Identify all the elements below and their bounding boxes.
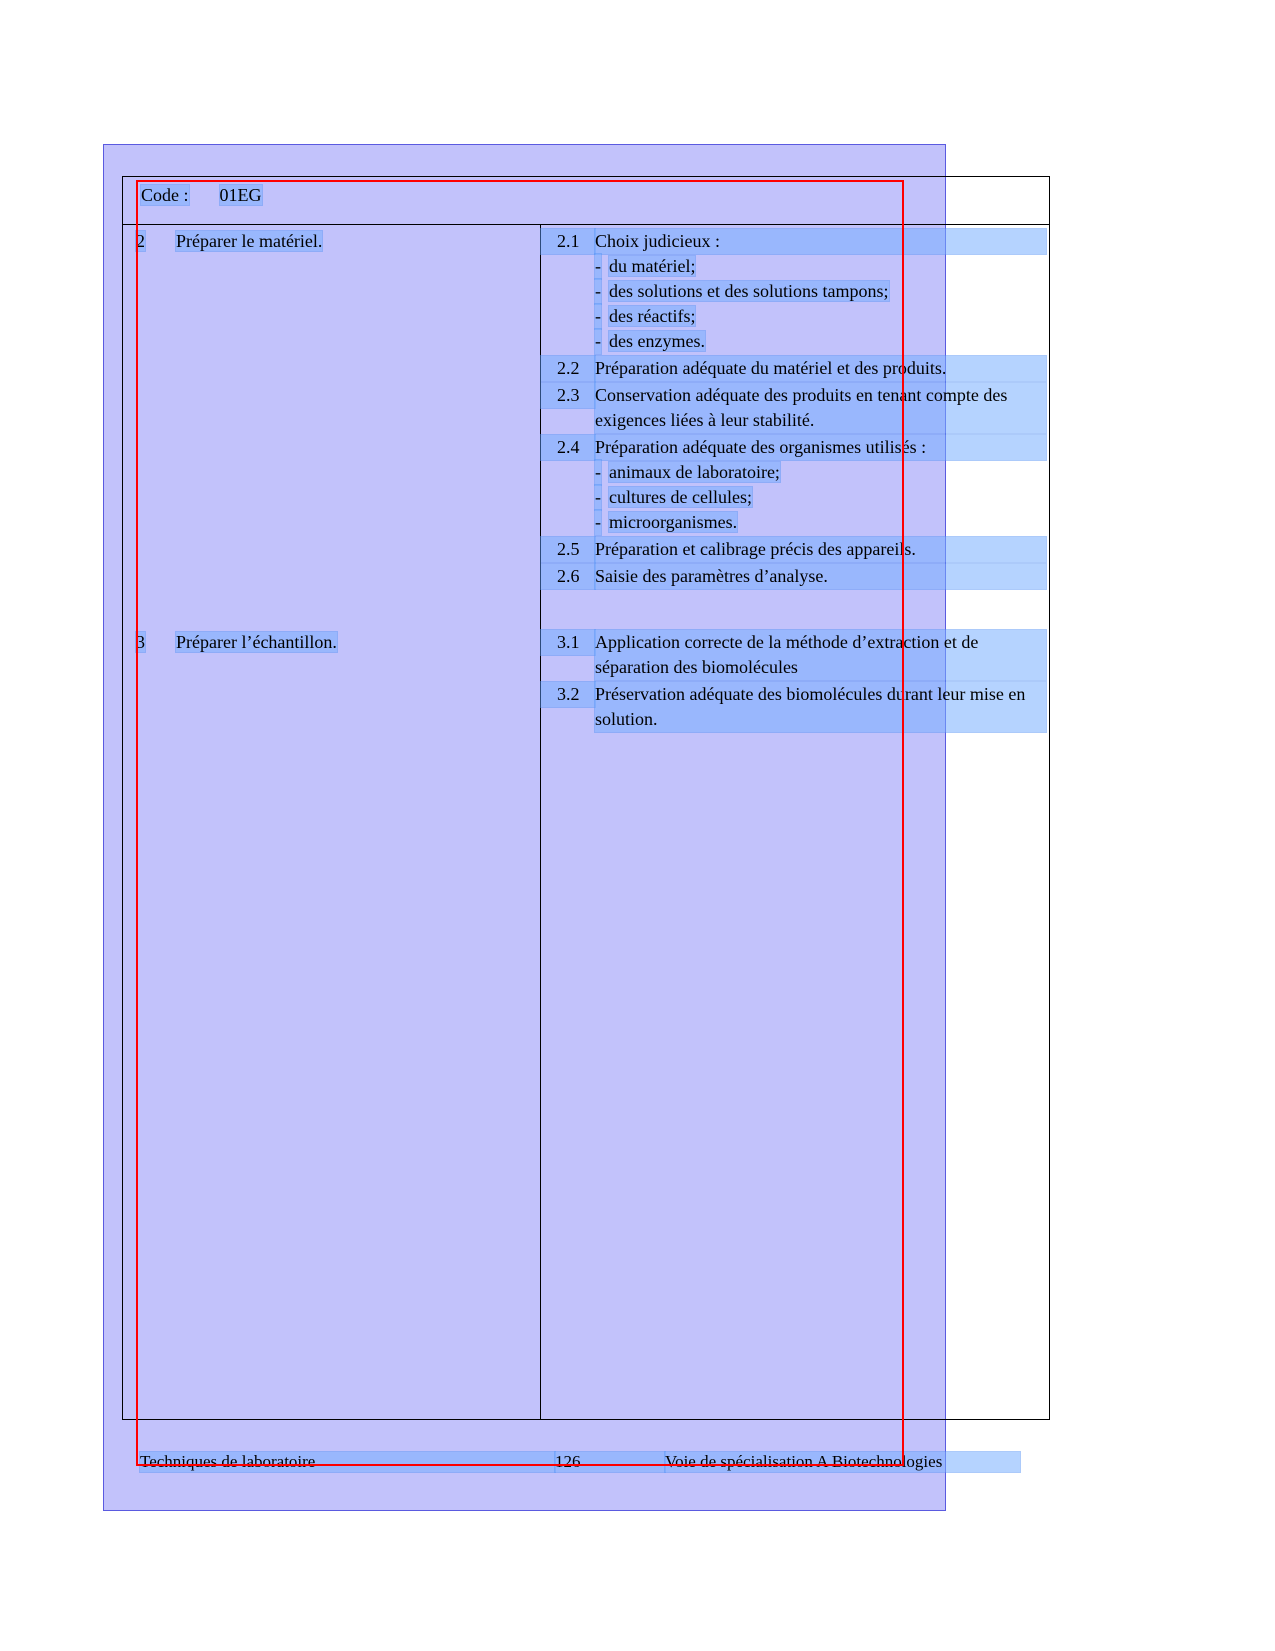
criterion-2-5-text: Préparation et calibrage précis des appareils. <box>595 537 1046 562</box>
task-2 <box>136 229 322 254</box>
criterion-2-2 <box>541 356 1046 381</box>
criterion-2-1 <box>541 229 1046 354</box>
bullet-icon: - <box>595 329 601 354</box>
criterion-2-6-text: Saisie des paramètres d’analyse. <box>595 564 1046 589</box>
code-label: Code : <box>141 185 189 205</box>
task-3-number: 3 <box>136 632 145 652</box>
list-item <box>541 254 1046 279</box>
subitem-text: cultures de cellules; <box>609 487 752 507</box>
criterion-2-4-number: 2.4 <box>541 435 595 460</box>
criterion-2-4 <box>541 435 1046 535</box>
criterion-3-1 <box>541 630 1046 680</box>
bullet-icon: - <box>595 460 601 485</box>
criterion-2-1-number: 2.1 <box>541 229 595 254</box>
subitem-text: des enzymes. <box>609 331 705 351</box>
code-header <box>141 185 262 206</box>
criteria-table <box>122 225 1050 1420</box>
criteria-group-3 <box>541 630 1046 734</box>
criterion-2-3 <box>541 383 1046 433</box>
criterion-3-2 <box>541 682 1046 732</box>
list-item <box>541 485 1046 510</box>
task-3-label: Préparer l’échantillon. <box>176 632 337 652</box>
criterion-2-4-subitems <box>541 460 1046 535</box>
bullet-icon: - <box>595 254 601 279</box>
criteria-group-2 <box>541 229 1046 591</box>
list-item <box>541 510 1046 535</box>
criterion-2-6 <box>541 564 1046 589</box>
subitem-text: du matériel; <box>609 256 696 276</box>
criterion-2-3-text: Conservation adéquate des produits en tenant compte des exigences liées à leur stabilité. <box>595 383 1046 433</box>
code-value: 01EG <box>219 185 262 205</box>
criterion-3-2-number: 3.2 <box>541 682 595 707</box>
bullet-icon: - <box>595 304 601 329</box>
task-2-number: 2 <box>136 231 145 251</box>
subitem-text: des réactifs; <box>609 306 696 326</box>
subitem-text: microorganismes. <box>609 512 738 532</box>
page-footer <box>140 1452 1020 1472</box>
bullet-icon: - <box>595 279 601 304</box>
list-item <box>541 279 1046 304</box>
criterion-3-1-number: 3.1 <box>541 630 595 655</box>
criterion-2-2-number: 2.2 <box>541 356 595 381</box>
criterion-2-1-text: Choix judicieux : <box>595 229 1046 254</box>
criterion-3-2-text: Préservation adéquate des biomolécules durant leur mise en solution. <box>595 682 1046 732</box>
list-item <box>541 460 1046 485</box>
code-header-row <box>122 176 1050 225</box>
footer-right-text: Voie de spécialisation A Biotechnologies <box>665 1452 1020 1472</box>
footer-left-text: Techniques de laboratoire <box>140 1452 555 1472</box>
subitem-text: animaux de laboratoire; <box>609 462 780 482</box>
criterion-3-1-text: Application correcte de la méthode d’extraction et de séparation des biomolécules <box>595 630 1046 680</box>
criterion-2-1-subitems <box>541 254 1046 354</box>
criterion-2-4-text: Préparation adéquate des organismes utilisés : <box>595 435 1046 460</box>
criterion-2-6-number: 2.6 <box>541 564 595 589</box>
criterion-2-2-text: Préparation adéquate du matériel et des produits. <box>595 356 1046 381</box>
criterion-2-5-number: 2.5 <box>541 537 595 562</box>
list-item <box>541 329 1046 354</box>
subitem-text: des solutions et des solutions tampons; <box>609 281 889 301</box>
task-row-2 <box>136 229 322 254</box>
bullet-icon: - <box>595 510 601 535</box>
bullet-icon: - <box>595 485 601 510</box>
task-2-label: Préparer le matériel. <box>176 231 323 251</box>
criterion-2-3-number: 2.3 <box>541 383 595 408</box>
criterion-2-5 <box>541 537 1046 562</box>
list-item <box>541 304 1046 329</box>
footer-page-number: 126 <box>555 1452 665 1472</box>
task-row-3 <box>136 630 337 655</box>
task-3 <box>136 630 337 655</box>
